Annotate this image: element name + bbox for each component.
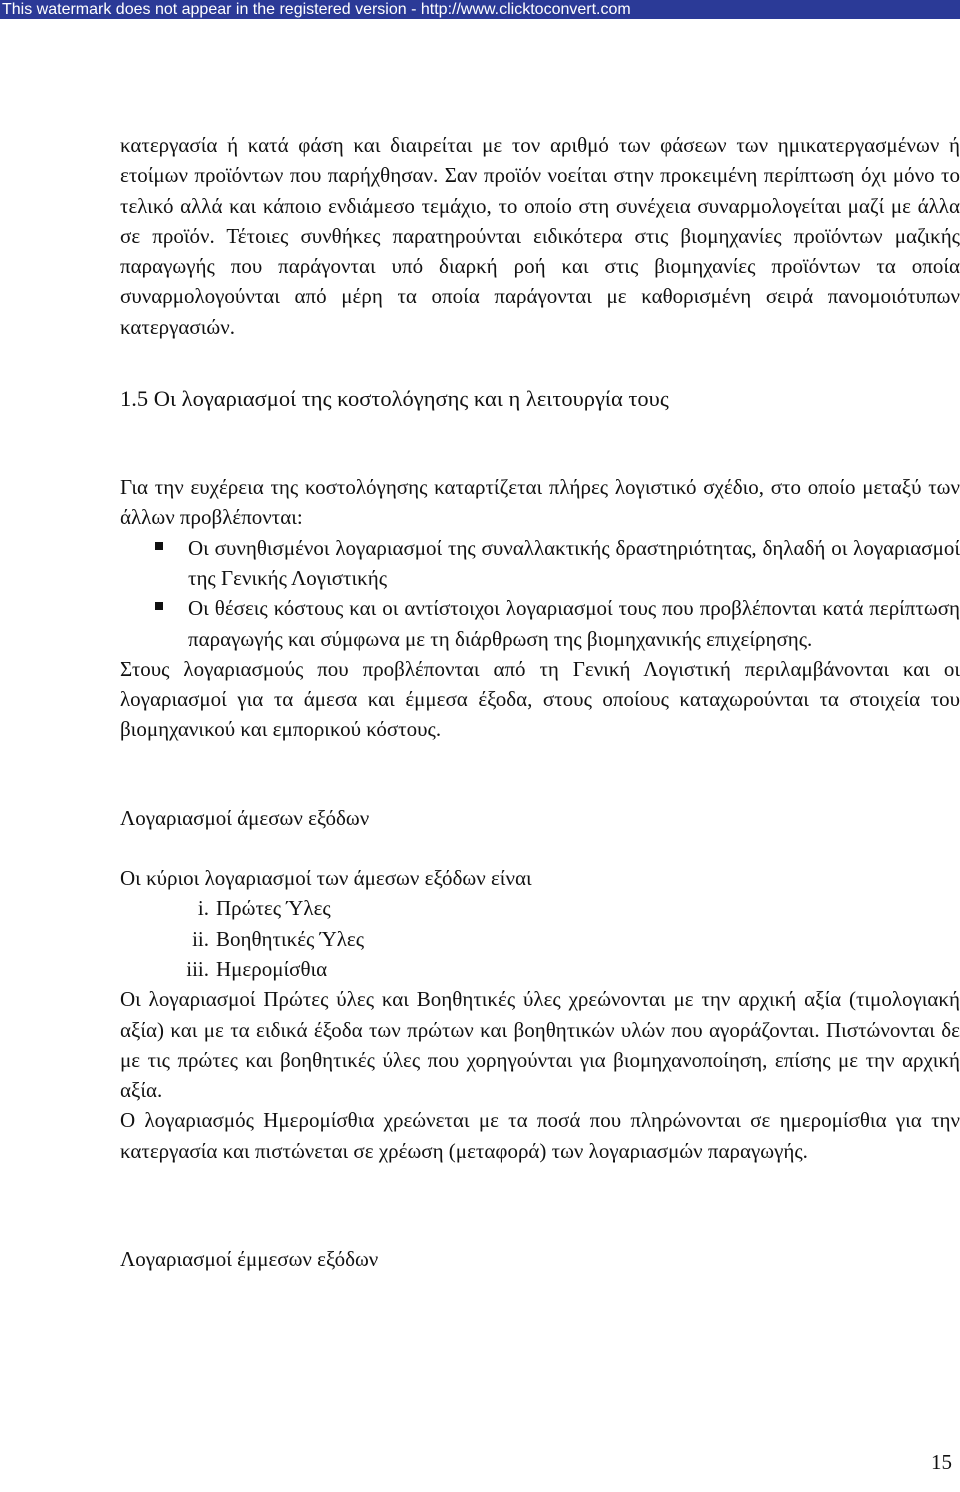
- paragraph-chart-of-accounts: Για την ευχέρεια της κοστολόγησης καταρτίζεται πλήρες λογιστικό σχέδιο, στο οποίο μεταξύ των άλλων προβλέπονται:: [120, 475, 960, 530]
- list-item: [120, 924, 960, 954]
- bullet-item-cost-centers: Οι θέσεις κόστους και οι αντίστοιχοι λογαριασμοί τους που προβλέπονται κατά περίπτωση παραγωγής και σύμφωνα με τη διάρθρωση της βιομηχανικής επιχείρησης.: [188, 593, 960, 654]
- paragraph-main-direct-accounts: Οι κύριοι λογαριασμοί των άμεσων εξόδων είναι: [120, 866, 532, 891]
- list-number: iii.: [186, 956, 209, 981]
- watermark-text: This watermark does not appear in the registered version -: [2, 1, 421, 18]
- paragraph-wages: Ο λογαριασμός Ημερομίσθια χρεώνεται με τα ποσά που πληρώνονται σε ημερομίσθια για την κατεργασία και πιστώνεται σε χρέωση (μεταφορά) των λογαριασμών παραγωγής.: [120, 1108, 960, 1163]
- subheading-indirect-expenses: Λογαριασμοί έμμεσων εξόδων: [120, 1247, 379, 1272]
- page-number: 15: [931, 1450, 952, 1474]
- bullet-item-general-accounting: Οι συνηθισμένοι λογαριασμοί της συναλλακτικής δραστηριότητας, δηλαδή οι λογαριασμοί της Γενικής Λογιστικής: [188, 533, 960, 594]
- list-item: [120, 954, 960, 984]
- paragraph-raw-materials: Οι λογαριασμοί Πρώτες ύλες και Βοηθητικές ύλες χρεώνονται με την αρχική αξία (τιμολογιακή αξία) και με τα ειδικά έξοδα των πρώτων και βοηθητικών υλών που αγοράζονται. Πιστώνονται δε με τις πρώτες και βοηθητικές ύλες που χορηγούνται για βιομηχανοποίηση, επίσης με την αρχική αξία.: [120, 987, 960, 1103]
- watermark-banner: [0, 0, 960, 19]
- paragraph-intro: κατεργασία ή κατά φάση και διαιρείται με τον αριθμό των φάσεων των ημικατεργασμένων ή ετοίμων προϊόντων που παρήχθησαν. Σαν προϊόν νοείται στην προκειμένη περίπτωση όχι μόνο το τελικό αλλά και κάποιο ενδιάμεσο τεμάχιο, το οποίο στη συνέχεια συναρμολογείται μαζί με άλλα σε προϊόν. Τέτοιες συνθήκες παρατηρούνται ειδικότερα στις βιομηχανίες προϊόντων μαζικής παραγωγής που παράγονται υπό διαρκή ροή και στις βιομηχανίες προϊόντων τα οποία συναρμολογούνται από μέρη τα οποία παράγονται με καθορισμένη σειρά πανομοιότυπων κατεργασιών.: [120, 133, 960, 339]
- paragraph-general-accounts: Στους λογαριασμούς που προβλέπονται από τη Γενική Λογιστική περιλαμβάνονται και οι λογαριασμοί για τα άμεσα και έμμεσα έξοδα, στους οποίους καταχωρούνται τα στοιχεία του βιομηχανικού και εμπορικού κόστους.: [120, 656, 960, 742]
- subheading-direct-expenses: Λογαριασμοί άμεσων εξόδων: [120, 805, 370, 830]
- list-number: ii.: [192, 926, 209, 951]
- document-body: [120, 130, 960, 1274]
- list-number: i.: [197, 896, 209, 921]
- list-text: Βοηθητικές Ύλες: [216, 926, 365, 951]
- section-heading-1-5: 1.5 Οι λογαριασμοί της κοστολόγησης και η λειτουργία τους: [120, 386, 669, 412]
- list-text: Ημερομίσθια: [216, 956, 328, 981]
- roman-list: [120, 893, 960, 984]
- list-text: Πρώτες Ύλες: [216, 896, 331, 921]
- bullet-list: [120, 533, 960, 654]
- watermark-link[interactable]: http://www.clicktoconvert.com: [420, 1, 631, 18]
- list-item: [120, 893, 960, 923]
